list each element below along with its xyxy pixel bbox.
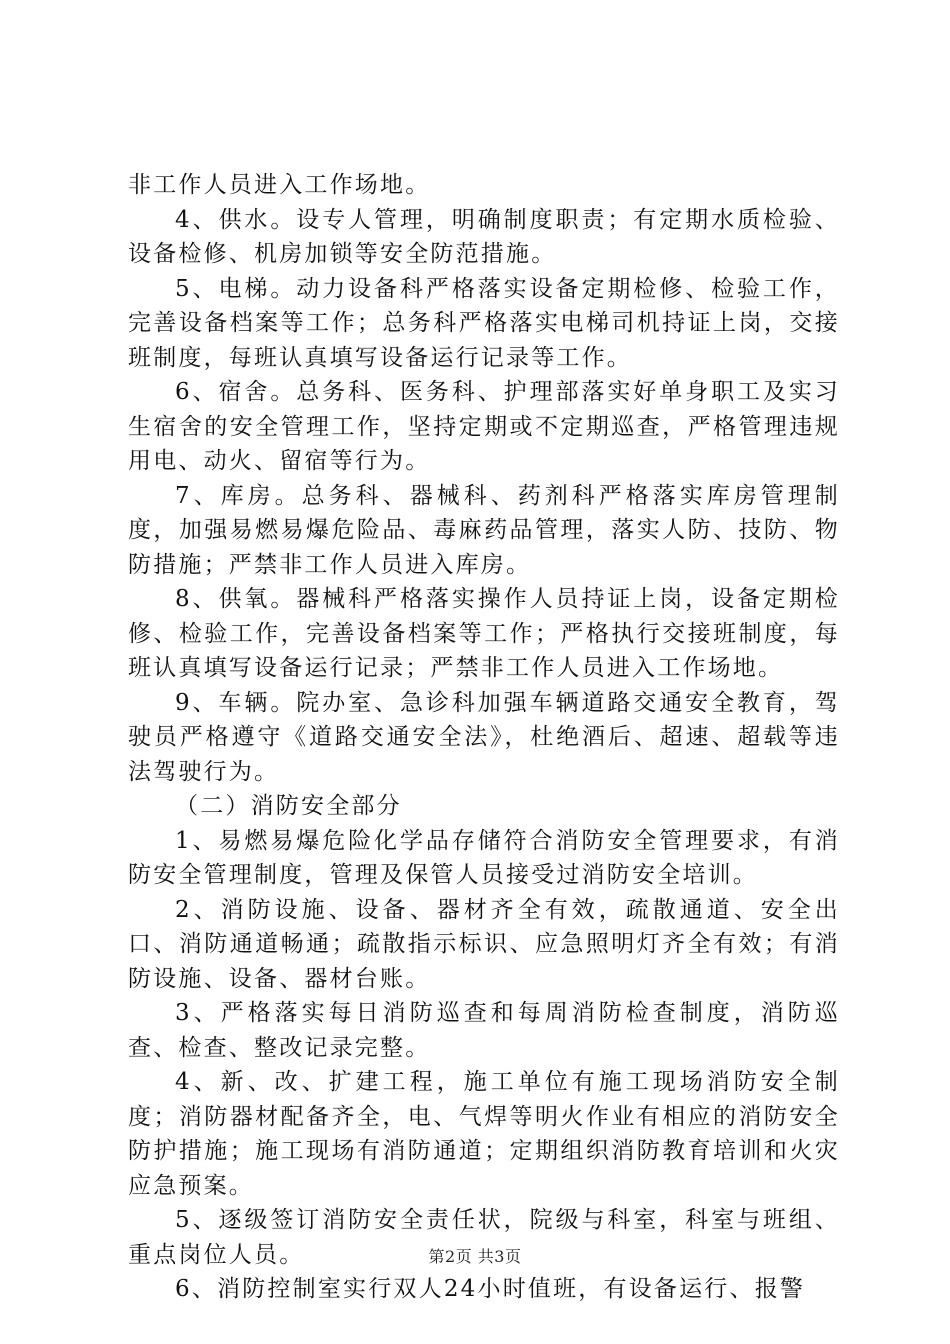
paragraph-fire-item-4: 4、新、改、扩建工程，施工单位有施工现场消防安全制度；消防器材配备齐全，电、气焊等明火作业有相应的消防安全防护措施；施工现场有消防通道；定期组织消防教育培训和火灾应急预案。	[128, 1069, 840, 1199]
paragraph-item-5-elevator: 5、电梯。动力设备科严格落实设备定期检修、检验工作，完善设备档案等工作；总务科严格落实电梯司机持证上岗，交接班制度，每班认真填写设备运行记录等工作。	[128, 275, 840, 371]
paragraph-item-8-oxygen: 8、供氧。器械科严格落实操作人员持证上岗，设备定期检修、检验工作，完善设备档案等工作；严格执行交接班制度，每班认真填写设备运行记录；严禁非工作人员进入工作场地。	[128, 586, 840, 681]
paragraph-item-4-water-supply: 4、供水。设专人管理，明确制度职责；有定期水质检验、设备检修、机房加锁等安全防范措施。	[128, 206, 840, 267]
paragraph-fire-item-5: 5、逐级签订消防安全责任状，院级与科室，科室与班组、重点岗位人员。	[128, 1207, 840, 1268]
paragraph-continuation: 非工作人员进入工作场地。	[128, 172, 431, 198]
paragraph-fire-item-2: 2、消防设施、设备、器材齐全有效，疏散通道、安全出口、消防通道畅通；疏散指示标识、应急照明灯齐全有效；有消防设施、设备、器材台账。	[128, 896, 840, 992]
section-heading-fire-safety: （二）消防安全部分	[175, 793, 402, 819]
paragraph-fire-item-6: 6、消防控制室实行双人24小时值班，有设备运行、报警	[175, 1276, 806, 1302]
page-number-footer: 第2页 共3页	[428, 1247, 522, 1266]
document-body	[128, 168, 840, 1307]
paragraph-fire-item-1: 1、易燃易爆危险化学品存储符合消防安全管理要求，有消防安全管理制度，管理及保管人员接受过消防安全培训。	[128, 827, 840, 888]
paragraph-item-7-warehouse: 7、库房。总务科、器械科、药剂科严格落实库房管理制度，加强易燃易爆危险品、毒麻药品管理，落实人防、技防、物防措施；严禁非工作人员进入库房。	[128, 482, 840, 578]
paragraph-item-6-dormitory: 6、宿舍。总务科、医务科、护理部落实好单身职工及实习生宿舍的安全管理工作，坚持定期或不定期巡查，严格管理违规用电、动火、留宿等行为。	[128, 379, 840, 474]
paragraph-item-9-vehicles: 9、车辆。院办室、急诊科加强车辆道路交通安全教育，驾驶员严格遵守《道路交通安全法》，杜绝酒后、超速、超载等违法驾驶行为。	[128, 689, 840, 785]
paragraph-fire-item-3: 3、严格落实每日消防巡查和每周消防检查制度，消防巡查、检查、整改记录完整。	[128, 1000, 840, 1061]
